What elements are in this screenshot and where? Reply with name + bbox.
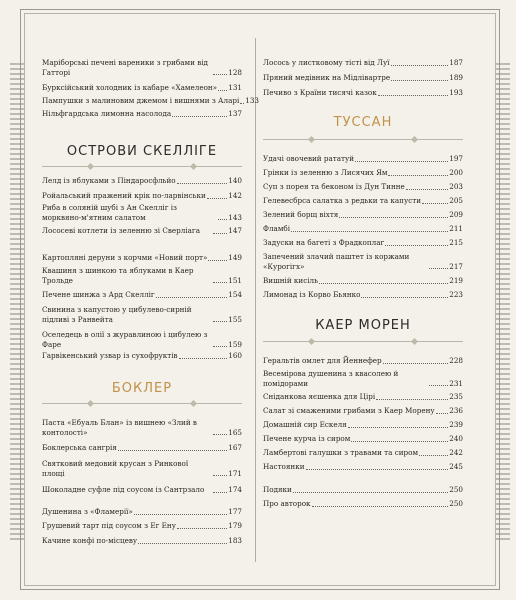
toc-entry-page: 240 bbox=[449, 434, 463, 443]
toc-entry[interactable] bbox=[263, 485, 463, 495]
toc-entry[interactable] bbox=[42, 443, 242, 453]
toc-entry[interactable] bbox=[42, 351, 242, 361]
toc-entry-title: Шоколадне суфле під соусом із Сантрзало bbox=[42, 485, 205, 494]
toc-entry-title: Маріборські печені вареники з грибами від Гатторі bbox=[42, 58, 208, 77]
leader-dots bbox=[213, 321, 227, 322]
toc-entry-title: Картопляні деруни з корчми «Новий порт» bbox=[42, 253, 208, 262]
toc-entry[interactable] bbox=[263, 88, 463, 98]
toc-entry-title: Печене шинжа з Ард Скелліг bbox=[42, 290, 155, 299]
leader-dots bbox=[213, 492, 227, 493]
toc-entry-title: Ламбертові галушки з травами та сиром bbox=[263, 448, 419, 457]
toc-entry-page: 217 bbox=[449, 261, 463, 271]
section-heading-kaer-morhen: КАЕР МОРЕН bbox=[315, 318, 411, 333]
toc-entry-page: 140 bbox=[228, 176, 242, 185]
toc-entry-title: Паста «Ебуаль Блан» із вишнею «Злий в контолості» bbox=[42, 418, 197, 437]
toc-entry-title: Лелд із яблуками з Піндаросфльйо bbox=[42, 176, 176, 185]
leader-dots bbox=[213, 346, 227, 347]
leader-dots bbox=[213, 434, 227, 435]
toc-entry-page: 142 bbox=[228, 191, 242, 200]
toc-entry-page: 250 bbox=[449, 499, 463, 508]
toc-entry-page: 177 bbox=[228, 507, 242, 516]
leader-dots bbox=[429, 268, 448, 269]
toc-entry-title: Гарвікенський узвар із сухофруктів bbox=[42, 351, 178, 360]
leader-dots bbox=[383, 363, 449, 364]
toc-entry[interactable] bbox=[263, 238, 463, 248]
section-divider-rule bbox=[263, 139, 463, 145]
toc-entry-page: 133 bbox=[245, 96, 259, 105]
leader-dots bbox=[312, 506, 449, 507]
toc-entry-page: 211 bbox=[449, 224, 463, 233]
leader-dots bbox=[306, 469, 449, 470]
leader-dots bbox=[391, 80, 448, 81]
leader-dots bbox=[376, 399, 448, 400]
toc-entry-title: Сніданкова яєшенка для Цірі bbox=[263, 392, 376, 401]
toc-entry[interactable] bbox=[42, 418, 242, 437]
toc-entry[interactable] bbox=[42, 266, 242, 285]
leader-dots bbox=[218, 219, 227, 220]
toc-entry-title: Задуски на багеті з Фрадкоплаг bbox=[263, 238, 385, 247]
toc-entry-page: 131 bbox=[228, 83, 242, 92]
toc-entry-page: 179 bbox=[228, 521, 242, 530]
toc-entry[interactable] bbox=[263, 462, 463, 472]
toc-entry-title: Бурксійський холодник із кабаре «Хамелеон» bbox=[42, 83, 218, 92]
toc-entry-title: Салат зі смаженими грибами з Каер Морену bbox=[263, 406, 435, 415]
toc-entry-title: Вишній кисіль bbox=[263, 276, 319, 285]
toc-entry-page: 239 bbox=[449, 420, 463, 429]
toc-entry-page: 174 bbox=[228, 485, 242, 494]
toc-entry[interactable] bbox=[263, 434, 463, 444]
toc-entry[interactable] bbox=[42, 83, 242, 93]
toc-entry-title: Боклерська сангрія bbox=[42, 443, 117, 452]
toc-entry-page: 189 bbox=[449, 73, 463, 82]
leader-dots bbox=[138, 543, 227, 544]
toc-entry-page: 203 bbox=[449, 182, 463, 191]
toc-entry-title: Качине конфі по-місцеву bbox=[42, 536, 138, 545]
toc-entry-title: Печене курча із сиром bbox=[263, 434, 351, 443]
leader-dots bbox=[339, 217, 448, 218]
leader-dots bbox=[213, 475, 227, 476]
border-ornament-left bbox=[10, 60, 24, 540]
toc-entry[interactable] bbox=[263, 290, 463, 300]
toc-entry-title: Пряний медівник на Мідлівартре bbox=[263, 73, 391, 82]
leader-dots bbox=[134, 514, 227, 515]
toc-entry-page: 209 bbox=[449, 210, 463, 219]
toc-entry-page: 205 bbox=[449, 196, 463, 205]
toc-entry-page: 245 bbox=[449, 462, 463, 471]
leader-dots bbox=[293, 492, 448, 493]
toc-entry-page: 128 bbox=[228, 67, 242, 77]
leader-dots bbox=[291, 231, 448, 232]
toc-entry-page: 160 bbox=[228, 351, 242, 360]
leader-dots bbox=[361, 297, 448, 298]
toc-entry-page: 193 bbox=[449, 88, 463, 97]
leader-dots bbox=[388, 175, 448, 176]
toc-entry-title: Душенина з «Фламерії» bbox=[42, 507, 133, 516]
section-heading-beauclair: БОКЛЕР bbox=[111, 381, 173, 396]
toc-entry-title: Риба в соляній шубі з Ан Скелліг із морквяно-м'ятним салатом bbox=[42, 203, 177, 222]
toc-entry-title: Фламбі bbox=[263, 224, 291, 233]
leader-dots bbox=[177, 183, 228, 184]
toc-entry[interactable] bbox=[42, 203, 242, 222]
toc-entry-title: Геральтів омлет для Йеннефер bbox=[263, 356, 382, 365]
leader-dots bbox=[179, 358, 228, 359]
toc-entry[interactable] bbox=[42, 330, 242, 349]
toc-entry-title: Оселедець в олії з журавлиною і цибулею з Фаре bbox=[42, 330, 208, 349]
section-heading-toussaint: ТУССАН bbox=[333, 115, 393, 130]
toc-entry[interactable] bbox=[42, 507, 242, 517]
toc-entry-title: Свинина з капустою у цибулево-сирній підливі з Ранвейта bbox=[42, 305, 192, 324]
toc-entry-title: Грінки із зеленню з Лисячих Ям bbox=[263, 168, 388, 177]
section-divider-rule bbox=[42, 166, 242, 172]
toc-entry[interactable] bbox=[263, 210, 463, 220]
leader-dots bbox=[378, 95, 449, 96]
toc-entry-page: 242 bbox=[449, 448, 463, 457]
toc-entry[interactable] bbox=[42, 226, 242, 236]
leader-dots bbox=[348, 427, 449, 428]
toc-entry[interactable] bbox=[42, 58, 242, 77]
toc-entry-title: Пампушки з малиновим джемом і вишнями з Аларі bbox=[42, 96, 240, 105]
toc-entry-page: 228 bbox=[449, 356, 463, 365]
leader-dots bbox=[172, 116, 227, 117]
leader-dots bbox=[319, 283, 448, 284]
toc-entry[interactable] bbox=[42, 176, 242, 186]
leader-dots bbox=[177, 528, 227, 529]
toc-entry[interactable] bbox=[42, 290, 242, 300]
toc-entry[interactable] bbox=[263, 196, 463, 206]
toc-entry-page: 187 bbox=[449, 58, 463, 67]
toc-entry[interactable] bbox=[263, 369, 463, 388]
toc-entry-page: 147 bbox=[228, 226, 242, 235]
toc-entry-title: Домашній сир Ескеля bbox=[263, 420, 347, 429]
column-divider bbox=[255, 38, 256, 562]
toc-entry-title: Про авторок bbox=[263, 499, 311, 508]
leader-dots bbox=[406, 189, 448, 190]
toc-entry[interactable] bbox=[263, 58, 463, 68]
toc-entry-title: Лосось у листковому тісті від Луї bbox=[263, 58, 390, 67]
toc-entry[interactable] bbox=[263, 392, 463, 402]
toc-entry[interactable] bbox=[42, 485, 242, 495]
toc-entry-title: Квашиня з шинкою та яблуками в Каер Трольде bbox=[42, 266, 194, 285]
toc-entry-page: 154 bbox=[228, 290, 242, 299]
toc-entry-title: Суп з порея та беконом із Дун Тинне bbox=[263, 182, 405, 191]
leader-dots bbox=[419, 455, 448, 456]
toc-entry[interactable] bbox=[263, 154, 463, 164]
section-heading-skellige: ОСТРОВИ СКЕЛЛІГЕ bbox=[66, 144, 218, 159]
toc-entry[interactable] bbox=[263, 356, 463, 366]
leader-dots bbox=[436, 413, 449, 414]
toc-entry-title: Удачі овочевий рататуй bbox=[263, 154, 355, 163]
toc-entry[interactable] bbox=[42, 521, 242, 531]
toc-entry-title: Подяки bbox=[263, 485, 292, 494]
toc-entry-page: 171 bbox=[228, 468, 242, 478]
leader-dots bbox=[385, 245, 448, 246]
toc-entry-page: 231 bbox=[449, 378, 463, 388]
toc-entry-page: 165 bbox=[228, 427, 242, 437]
toc-entry-title: Святковий медовий крусан з Ринкової площі bbox=[42, 459, 189, 478]
leader-dots bbox=[208, 260, 227, 261]
toc-entry-page: 167 bbox=[228, 443, 242, 452]
leader-dots bbox=[391, 65, 449, 66]
toc-entry-title: Запечений злачий паштет із коржами «Курогігх» bbox=[263, 252, 410, 271]
leader-dots bbox=[156, 297, 228, 298]
toc-entry-title: Грушевий тарт під соусом з Ег Ену bbox=[42, 521, 176, 530]
leader-dots bbox=[351, 441, 448, 442]
toc-entry-title: Настоянки bbox=[263, 462, 305, 471]
toc-entry[interactable] bbox=[263, 252, 463, 271]
leader-dots bbox=[218, 90, 227, 91]
toc-entry[interactable] bbox=[263, 276, 463, 286]
toc-entry-title: Печиво з Країни тисячі казок bbox=[263, 88, 377, 97]
toc-entry-page: 223 bbox=[449, 290, 463, 299]
section-divider-rule bbox=[263, 341, 463, 347]
toc-entry-title: Лимонад із Корво Бьянко bbox=[263, 290, 361, 299]
toc-entry-page: 143 bbox=[228, 212, 242, 222]
toc-entry-page: 137 bbox=[228, 109, 242, 118]
toc-entry[interactable] bbox=[42, 459, 242, 478]
toc-entry-page: 151 bbox=[228, 275, 242, 285]
leader-dots bbox=[213, 74, 227, 75]
toc-entry-title: Гелевесбрса салатка з редьки та капусти bbox=[263, 196, 421, 205]
leader-dots bbox=[422, 203, 448, 204]
leader-dots bbox=[240, 103, 244, 104]
toc-entry[interactable] bbox=[42, 96, 259, 106]
toc-entry[interactable] bbox=[263, 224, 463, 234]
toc-entry[interactable] bbox=[42, 191, 242, 201]
toc-entry[interactable] bbox=[42, 536, 242, 546]
toc-entry[interactable] bbox=[42, 253, 242, 263]
toc-entry-title: Зелений борщ віхтя bbox=[263, 210, 339, 219]
section-divider-rule bbox=[42, 403, 242, 409]
toc-entry-title: Нільфгардська лимонна насолода bbox=[42, 109, 172, 118]
toc-entry-page: 149 bbox=[228, 253, 242, 262]
leader-dots bbox=[207, 198, 228, 199]
toc-entry-page: 183 bbox=[228, 536, 242, 545]
toc-entry-title: Лососеві котлети із зеленню зі Сверліага bbox=[42, 226, 200, 235]
toc-entry[interactable] bbox=[263, 406, 463, 416]
leader-dots bbox=[213, 282, 227, 283]
toc-entry-page: 250 bbox=[449, 485, 463, 494]
toc-entry[interactable] bbox=[263, 420, 463, 430]
toc-entry[interactable] bbox=[42, 305, 242, 324]
toc-entry-title: Весемірова душенина з квасолею й помідорами bbox=[263, 369, 399, 388]
toc-entry[interactable] bbox=[263, 73, 463, 83]
toc-entry-page: 235 bbox=[449, 392, 463, 401]
toc-entry-page: 159 bbox=[228, 339, 242, 349]
toc-entry-page: 219 bbox=[449, 276, 463, 285]
leader-dots bbox=[118, 450, 227, 451]
toc-entry-page: 155 bbox=[228, 314, 242, 324]
toc-entry-page: 215 bbox=[449, 238, 463, 247]
leader-dots bbox=[429, 385, 448, 386]
toc-entry[interactable] bbox=[263, 448, 463, 458]
toc-entry-page: 200 bbox=[449, 168, 463, 177]
toc-entry[interactable] bbox=[42, 109, 242, 119]
toc-entry[interactable] bbox=[263, 499, 463, 509]
leader-dots bbox=[213, 233, 227, 234]
leader-dots bbox=[355, 161, 448, 162]
toc-entry[interactable] bbox=[263, 168, 463, 178]
toc-entry-page: 236 bbox=[449, 406, 463, 415]
toc-entry[interactable] bbox=[263, 182, 463, 192]
border-ornament-right bbox=[496, 60, 510, 540]
toc-entry-page: 197 bbox=[449, 154, 463, 163]
toc-entry-title: Ройальський пражений крік по-ларвінськи bbox=[42, 191, 206, 200]
